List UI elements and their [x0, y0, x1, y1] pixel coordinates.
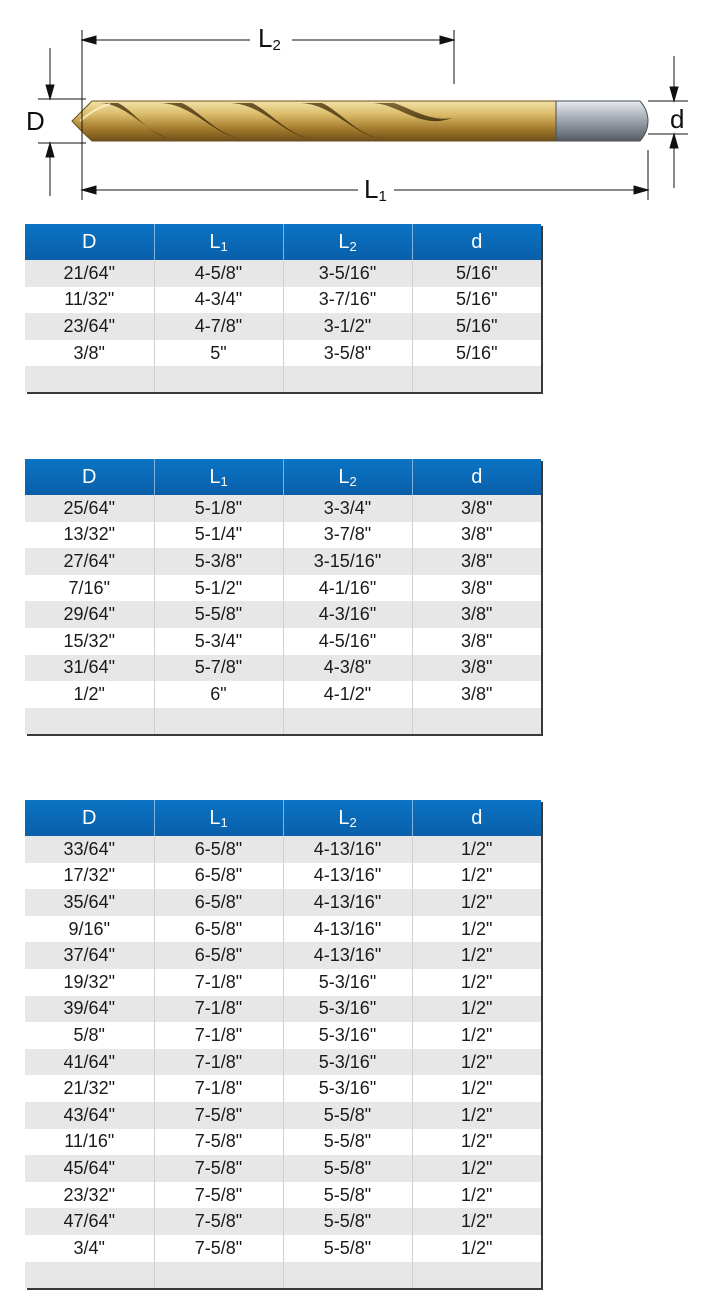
empty-cell — [283, 708, 412, 734]
empty-cell — [412, 1262, 541, 1288]
cell-L1: 5-1/8" — [154, 495, 283, 522]
cell-L1: 5-1/4" — [154, 522, 283, 549]
cell-L1: 7-5/8" — [154, 1208, 283, 1235]
cell-L1: 7-1/8" — [154, 996, 283, 1023]
cell-L1: 5-3/4" — [154, 628, 283, 655]
col-header-L2 — [283, 459, 412, 495]
cell-L2: 4-3/8" — [283, 655, 412, 682]
spec-table-2 — [25, 459, 541, 734]
table-row — [25, 996, 541, 1023]
col-header-L2-main: L — [338, 465, 350, 488]
table-row — [25, 1049, 541, 1076]
drill-bit-diagram — [0, 0, 710, 210]
cell-D: 31/64" — [25, 655, 154, 682]
table-row — [25, 863, 541, 890]
cell-d: 5/16" — [412, 260, 541, 287]
dim-label-d: d — [670, 104, 685, 134]
col-header-L1 — [154, 459, 283, 495]
col-header-L2-main: L — [338, 230, 350, 253]
cell-d: 5/16" — [412, 340, 541, 367]
dim-label-L2 — [258, 23, 281, 54]
empty-cell — [412, 366, 541, 392]
empty-cell — [283, 366, 412, 392]
table-row — [25, 313, 541, 340]
table-row — [25, 681, 541, 708]
table-row — [25, 889, 541, 916]
table-row — [25, 548, 541, 575]
empty-cell — [25, 366, 154, 392]
cell-d: 1/2" — [412, 889, 541, 916]
table-row — [25, 1129, 541, 1156]
col-header-L1-sub: 1 — [220, 238, 228, 254]
cell-L2: 4-1/2" — [283, 681, 412, 708]
cell-L1: 7-5/8" — [154, 1235, 283, 1262]
table-row — [25, 575, 541, 602]
cell-L2: 4-13/16" — [283, 836, 412, 863]
table-row — [25, 916, 541, 943]
table-header-row — [25, 459, 541, 495]
cell-L2: 3-15/16" — [283, 548, 412, 575]
cell-L1: 6-5/8" — [154, 916, 283, 943]
cell-d: 1/2" — [412, 1049, 541, 1076]
col-header-d: d — [412, 800, 541, 836]
cell-L2: 5-5/8" — [283, 1102, 412, 1129]
cell-D: 3/8" — [25, 340, 154, 367]
col-header-L1-main: L — [209, 465, 221, 488]
cell-L2: 5-3/16" — [283, 969, 412, 996]
cell-L2: 4-13/16" — [283, 889, 412, 916]
col-header-L2 — [283, 224, 412, 260]
cell-L1: 6-5/8" — [154, 836, 283, 863]
col-header-d: d — [412, 459, 541, 495]
cell-D: 45/64" — [25, 1155, 154, 1182]
spec-table-1 — [25, 224, 541, 392]
table-row — [25, 1182, 541, 1209]
col-header-L2 — [283, 800, 412, 836]
cell-L1: 7-1/8" — [154, 969, 283, 996]
table-row — [25, 601, 541, 628]
cell-D: 23/32" — [25, 1182, 154, 1209]
cell-L2: 3-3/4" — [283, 495, 412, 522]
cell-d: 1/2" — [412, 1075, 541, 1102]
col-header-d: d — [412, 224, 541, 260]
table-row — [25, 1075, 541, 1102]
cell-L1: 6-5/8" — [154, 889, 283, 916]
cell-D: 17/32" — [25, 863, 154, 890]
drill-bit-shank — [556, 101, 648, 141]
cell-D: 5/8" — [25, 1022, 154, 1049]
cell-L1: 6" — [154, 681, 283, 708]
cell-D: 47/64" — [25, 1208, 154, 1235]
cell-D: 11/32" — [25, 287, 154, 314]
cell-d: 3/8" — [412, 495, 541, 522]
cell-D: 15/32" — [25, 628, 154, 655]
table-row — [25, 836, 541, 863]
cell-L1: 7-5/8" — [154, 1155, 283, 1182]
table-row — [25, 1102, 541, 1129]
cell-L2: 4-5/16" — [283, 628, 412, 655]
cell-d: 1/2" — [412, 969, 541, 996]
table-row — [25, 969, 541, 996]
cell-d: 5/16" — [412, 313, 541, 340]
dim-label-L2-sub: 2 — [272, 37, 281, 54]
cell-D: 3/4" — [25, 1235, 154, 1262]
table-row — [25, 495, 541, 522]
cell-D: 33/64" — [25, 836, 154, 863]
empty-cell — [154, 708, 283, 734]
cell-L2: 3-1/2" — [283, 313, 412, 340]
empty-cell — [25, 708, 154, 734]
cell-L2: 5-3/16" — [283, 1022, 412, 1049]
table-row — [25, 1155, 541, 1182]
cell-L1: 7-5/8" — [154, 1102, 283, 1129]
dim-label-L1-main: L — [364, 174, 379, 204]
col-header-L1-sub: 1 — [220, 473, 228, 489]
cell-d: 1/2" — [412, 1235, 541, 1262]
table-header-row — [25, 800, 541, 836]
dim-label-D: D — [26, 106, 45, 136]
table-header-row — [25, 224, 541, 260]
table-row-empty — [25, 366, 541, 392]
cell-D: 13/32" — [25, 522, 154, 549]
empty-cell — [25, 1262, 154, 1288]
table-row — [25, 340, 541, 367]
cell-d: 1/2" — [412, 942, 541, 969]
cell-d: 1/2" — [412, 836, 541, 863]
cell-D: 9/16" — [25, 916, 154, 943]
table-row — [25, 260, 541, 287]
cell-d: 3/8" — [412, 575, 541, 602]
cell-L1: 5" — [154, 340, 283, 367]
cell-L1: 7-5/8" — [154, 1129, 283, 1156]
col-header-D: D — [25, 224, 154, 260]
cell-d: 3/8" — [412, 601, 541, 628]
cell-L2: 3-5/8" — [283, 340, 412, 367]
col-header-L1 — [154, 224, 283, 260]
cell-d: 1/2" — [412, 1129, 541, 1156]
cell-D: 11/16" — [25, 1129, 154, 1156]
cell-d: 1/2" — [412, 1182, 541, 1209]
table-row — [25, 1235, 541, 1262]
cell-L2: 3-7/8" — [283, 522, 412, 549]
cell-d: 1/2" — [412, 1155, 541, 1182]
cell-d: 3/8" — [412, 522, 541, 549]
col-header-D: D — [25, 800, 154, 836]
cell-d: 3/8" — [412, 655, 541, 682]
cell-L1: 5-7/8" — [154, 655, 283, 682]
cell-L1: 5-5/8" — [154, 601, 283, 628]
cell-D: 1/2" — [25, 681, 154, 708]
cell-D: 43/64" — [25, 1102, 154, 1129]
col-header-L2-sub: 2 — [349, 238, 357, 254]
cell-D: 23/64" — [25, 313, 154, 340]
cell-L2: 5-3/16" — [283, 996, 412, 1023]
empty-cell — [412, 708, 541, 734]
cell-d: 1/2" — [412, 996, 541, 1023]
col-header-L1-main: L — [209, 230, 221, 253]
cell-d: 1/2" — [412, 1102, 541, 1129]
empty-cell — [283, 1262, 412, 1288]
col-header-L1-main: L — [209, 806, 221, 829]
cell-L1: 4-5/8" — [154, 260, 283, 287]
cell-D: 39/64" — [25, 996, 154, 1023]
col-header-L2-sub: 2 — [349, 473, 357, 489]
cell-L1: 7-5/8" — [154, 1182, 283, 1209]
col-header-L2-main: L — [338, 806, 350, 829]
cell-L1: 5-3/8" — [154, 548, 283, 575]
cell-L2: 5-5/8" — [283, 1235, 412, 1262]
col-header-L1-sub: 1 — [220, 814, 228, 830]
cell-D: 21/64" — [25, 260, 154, 287]
table-row — [25, 942, 541, 969]
cell-L2: 4-1/16" — [283, 575, 412, 602]
cell-L2: 4-3/16" — [283, 601, 412, 628]
cell-L2: 4-13/16" — [283, 916, 412, 943]
cell-D: 37/64" — [25, 942, 154, 969]
dim-label-L1 — [364, 174, 387, 205]
cell-L1: 6-5/8" — [154, 942, 283, 969]
cell-D: 27/64" — [25, 548, 154, 575]
cell-d: 3/8" — [412, 628, 541, 655]
cell-D: 21/32" — [25, 1075, 154, 1102]
col-header-L2-sub: 2 — [349, 814, 357, 830]
cell-d: 1/2" — [412, 1022, 541, 1049]
spec-table-3 — [25, 800, 541, 1288]
table-row — [25, 628, 541, 655]
col-header-L1 — [154, 800, 283, 836]
cell-L1: 6-5/8" — [154, 863, 283, 890]
table-row — [25, 1208, 541, 1235]
cell-D: 35/64" — [25, 889, 154, 916]
cell-L2: 5-5/8" — [283, 1155, 412, 1182]
cell-L2: 3-5/16" — [283, 260, 412, 287]
table-row — [25, 522, 541, 549]
cell-L2: 3-7/16" — [283, 287, 412, 314]
cell-D: 7/16" — [25, 575, 154, 602]
cell-d: 3/8" — [412, 681, 541, 708]
cell-L2: 5-3/16" — [283, 1075, 412, 1102]
cell-d: 1/2" — [412, 916, 541, 943]
dim-label-L2-main: L — [258, 23, 273, 53]
cell-L2: 5-5/8" — [283, 1129, 412, 1156]
col-header-D: D — [25, 459, 154, 495]
dim-label-L1-sub: 1 — [378, 188, 387, 205]
cell-L1: 4-7/8" — [154, 313, 283, 340]
cell-d: 1/2" — [412, 863, 541, 890]
cell-L2: 5-5/8" — [283, 1182, 412, 1209]
cell-d: 1/2" — [412, 1208, 541, 1235]
drill-bit-body — [72, 101, 556, 141]
cell-D: 25/64" — [25, 495, 154, 522]
cell-L1: 4-3/4" — [154, 287, 283, 314]
cell-D: 19/32" — [25, 969, 154, 996]
empty-cell — [154, 366, 283, 392]
cell-L2: 4-13/16" — [283, 863, 412, 890]
cell-L2: 5-5/8" — [283, 1208, 412, 1235]
cell-L1: 7-1/8" — [154, 1075, 283, 1102]
table-row — [25, 1022, 541, 1049]
table-row-empty — [25, 708, 541, 734]
empty-cell — [154, 1262, 283, 1288]
cell-L2: 4-13/16" — [283, 942, 412, 969]
table-row-empty — [25, 1262, 541, 1288]
cell-d: 5/16" — [412, 287, 541, 314]
cell-D: 41/64" — [25, 1049, 154, 1076]
table-row — [25, 287, 541, 314]
cell-L1: 5-1/2" — [154, 575, 283, 602]
cell-d: 3/8" — [412, 548, 541, 575]
table-row — [25, 655, 541, 682]
cell-L1: 7-1/8" — [154, 1049, 283, 1076]
cell-D: 29/64" — [25, 601, 154, 628]
cell-L1: 7-1/8" — [154, 1022, 283, 1049]
cell-L2: 5-3/16" — [283, 1049, 412, 1076]
